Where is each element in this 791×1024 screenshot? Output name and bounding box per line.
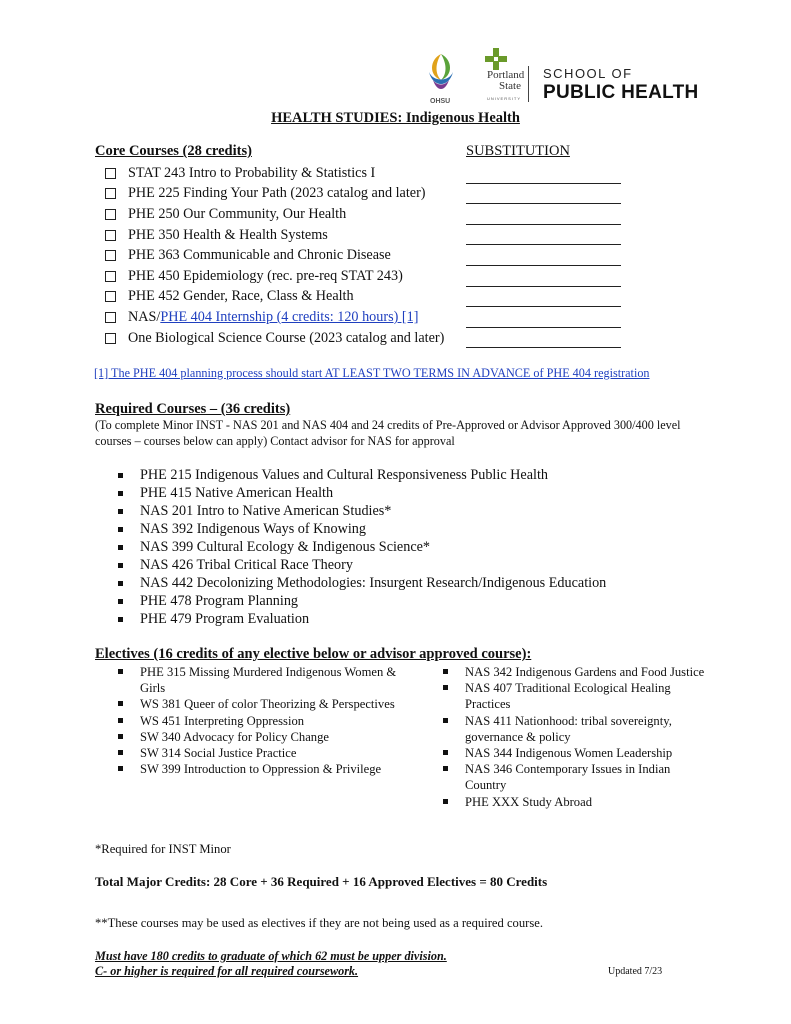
checkbox[interactable] — [105, 168, 116, 179]
required-courses-list — [118, 466, 606, 629]
graduation-requirement: Must have 180 credits to graduate of which 62 must be upper division. — [95, 949, 447, 963]
bullet-icon — [118, 563, 123, 568]
checkbox[interactable] — [105, 188, 116, 199]
bullet-icon — [118, 599, 123, 604]
bullet-icon — [118, 617, 123, 622]
checkbox[interactable] — [105, 250, 116, 261]
bullet-icon — [443, 799, 448, 804]
core-course-item: PHE 350 Health & Health Systems — [105, 225, 444, 246]
total-credits: Total Major Credits: 28 Core + 36 Required + 16 Approved Electives = 80 Credits — [95, 874, 548, 889]
bullet-icon — [118, 766, 123, 771]
list-item: NAS 201 Intro to Native American Studies* — [118, 502, 606, 520]
bullet-icon — [443, 669, 448, 674]
list-item: NAS 426 Tribal Critical Race Theory — [118, 556, 606, 574]
bullet-icon — [443, 685, 448, 690]
list-item: SW 340 Advocacy for Policy Change — [118, 729, 398, 745]
bullet-icon — [443, 718, 448, 723]
list-item: PHE 215 Indigenous Values and Cultural Responsiveness Public Health — [118, 466, 606, 484]
bullet-icon — [443, 766, 448, 771]
substitution-line[interactable] — [466, 225, 621, 246]
page-title: HEALTH STUDIES: Indigenous Health — [271, 110, 520, 126]
bullet-icon — [118, 750, 123, 755]
checkbox[interactable] — [105, 230, 116, 241]
checkbox[interactable] — [105, 312, 116, 323]
list-item: WS 381 Queer of color Theorizing & Perspectives — [118, 696, 398, 712]
ohsu-emblem-icon — [425, 50, 457, 96]
substitution-heading: SUBSTITUTION — [466, 143, 570, 159]
bullet-icon — [118, 491, 123, 496]
core-courses-heading: Core Courses (28 credits) — [95, 143, 252, 159]
list-item: PHE 315 Missing Murdered Indigenous Women & Girls — [118, 664, 398, 696]
list-item: NAS 392 Indigenous Ways of Knowing — [118, 520, 606, 538]
core-course-item: STAT 243 Intro to Probability & Statistics I — [105, 163, 444, 184]
electives-note: **These courses may be used as electives if they are not being used as a required course. — [95, 916, 543, 930]
checkbox[interactable] — [105, 333, 116, 344]
list-item: PHE 415 Native American Health — [118, 484, 606, 502]
bullet-icon — [118, 718, 123, 723]
electives-right-column — [443, 664, 713, 810]
required-minor-note: *Required for INST Minor — [95, 842, 231, 856]
bullet-icon — [118, 473, 123, 478]
core-course-item: PHE 450 Epidemiology (rec. pre-req STAT 243) — [105, 266, 444, 287]
ohsu-logo — [425, 50, 457, 108]
school-of-text: SCHOOL OF — [543, 66, 633, 81]
list-item: PHE 479 Program Evaluation — [118, 611, 606, 629]
substitution-line[interactable] — [466, 204, 621, 225]
bullet-icon — [118, 527, 123, 532]
checkbox[interactable] — [105, 209, 116, 220]
bullet-icon — [118, 545, 123, 550]
core-course-item: NAS/ PHE 404 Internship (4 credits: 120 hours) [1] — [105, 307, 444, 328]
required-courses-heading: Required Courses – (36 credits) — [95, 401, 291, 417]
list-item: SW 399 Introduction to Oppression & Privilege — [118, 761, 398, 777]
substitution-lines — [466, 163, 621, 348]
bullet-icon — [118, 509, 123, 514]
substitution-line[interactable] — [466, 163, 621, 184]
substitution-line[interactable] — [466, 287, 621, 308]
list-item: WS 451 Interpreting Oppression — [118, 713, 398, 729]
logo-header — [425, 44, 705, 108]
substitution-line[interactable] — [466, 266, 621, 287]
core-course-item: PHE 363 Communicable and Chronic Disease — [105, 245, 444, 266]
logo-separator — [528, 66, 529, 102]
public-health-text: PUBLIC HEALTH — [543, 82, 699, 103]
core-courses-list — [105, 163, 444, 348]
list-item: NAS 407 Traditional Ecological Healing Practices — [443, 680, 713, 712]
psu-cross-icon — [485, 48, 507, 70]
substitution-line[interactable] — [466, 307, 621, 328]
core-course-item: PHE 225 Finding Your Path (2023 catalog and later) — [105, 184, 444, 205]
list-item: NAS 411 Nationhood: tribal sovereignty, governance & policy — [443, 713, 713, 745]
bullet-icon — [118, 734, 123, 739]
list-item: NAS 442 Decolonizing Methodologies: Insurgent Research/Indigenous Education — [118, 575, 606, 593]
electives-heading: Electives (16 credits of any elective below or advisor approved course): — [95, 646, 532, 662]
list-item: NAS 399 Cultural Ecology & Indigenous Science* — [118, 538, 606, 556]
core-course-item: One Biological Science Course (2023 catalog and later) — [105, 328, 444, 349]
substitution-line[interactable] — [466, 184, 621, 205]
checkbox[interactable] — [105, 291, 116, 302]
list-item: PHE 478 Program Planning — [118, 593, 606, 611]
list-item: NAS 342 Indigenous Gardens and Food Justice — [443, 664, 713, 680]
bullet-icon — [118, 701, 123, 706]
psu-university-text: UNIVERSITY — [487, 96, 522, 101]
internship-link[interactable]: PHE 404 Internship (4 credits: 120 hours) [1] — [160, 308, 419, 325]
required-courses-note: (To complete Minor INST - NAS 201 and NAS 404 and 24 credits of Pre-Approved or Advisor Approved 300/400 level courses – courses below can apply) Contact advisor for NAS for approval — [95, 418, 681, 448]
core-course-item: PHE 452 Gender, Race, Class & Health — [105, 287, 444, 308]
grade-requirement: C- or higher is required for all required coursework. — [95, 964, 359, 978]
footnote-link[interactable]: [1] The PHE 404 planning process should start AT LEAST TWO TERMS IN ADVANCE of PHE 404 registration — [94, 366, 650, 380]
psu-logo — [467, 48, 525, 104]
list-item: NAS 346 Contemporary Issues in Indian Country — [443, 761, 713, 793]
substitution-line[interactable] — [466, 245, 621, 266]
bullet-icon — [118, 581, 123, 586]
list-item: SW 314 Social Justice Practice — [118, 745, 398, 761]
bullet-icon — [118, 669, 123, 674]
checkbox[interactable] — [105, 271, 116, 282]
list-item: NAS 344 Indigenous Women Leadership — [443, 745, 713, 761]
list-item: PHE XXX Study Abroad — [443, 794, 713, 810]
updated-date: Updated 7/23 — [608, 966, 663, 977]
substitution-line[interactable] — [466, 328, 621, 349]
psu-logo-text: Portland State — [487, 69, 525, 92]
bullet-icon — [443, 750, 448, 755]
core-course-item: PHE 250 Our Community, Our Health — [105, 204, 444, 225]
ohsu-logo-text: OHSU — [430, 98, 451, 105]
electives-left-column — [118, 664, 398, 777]
